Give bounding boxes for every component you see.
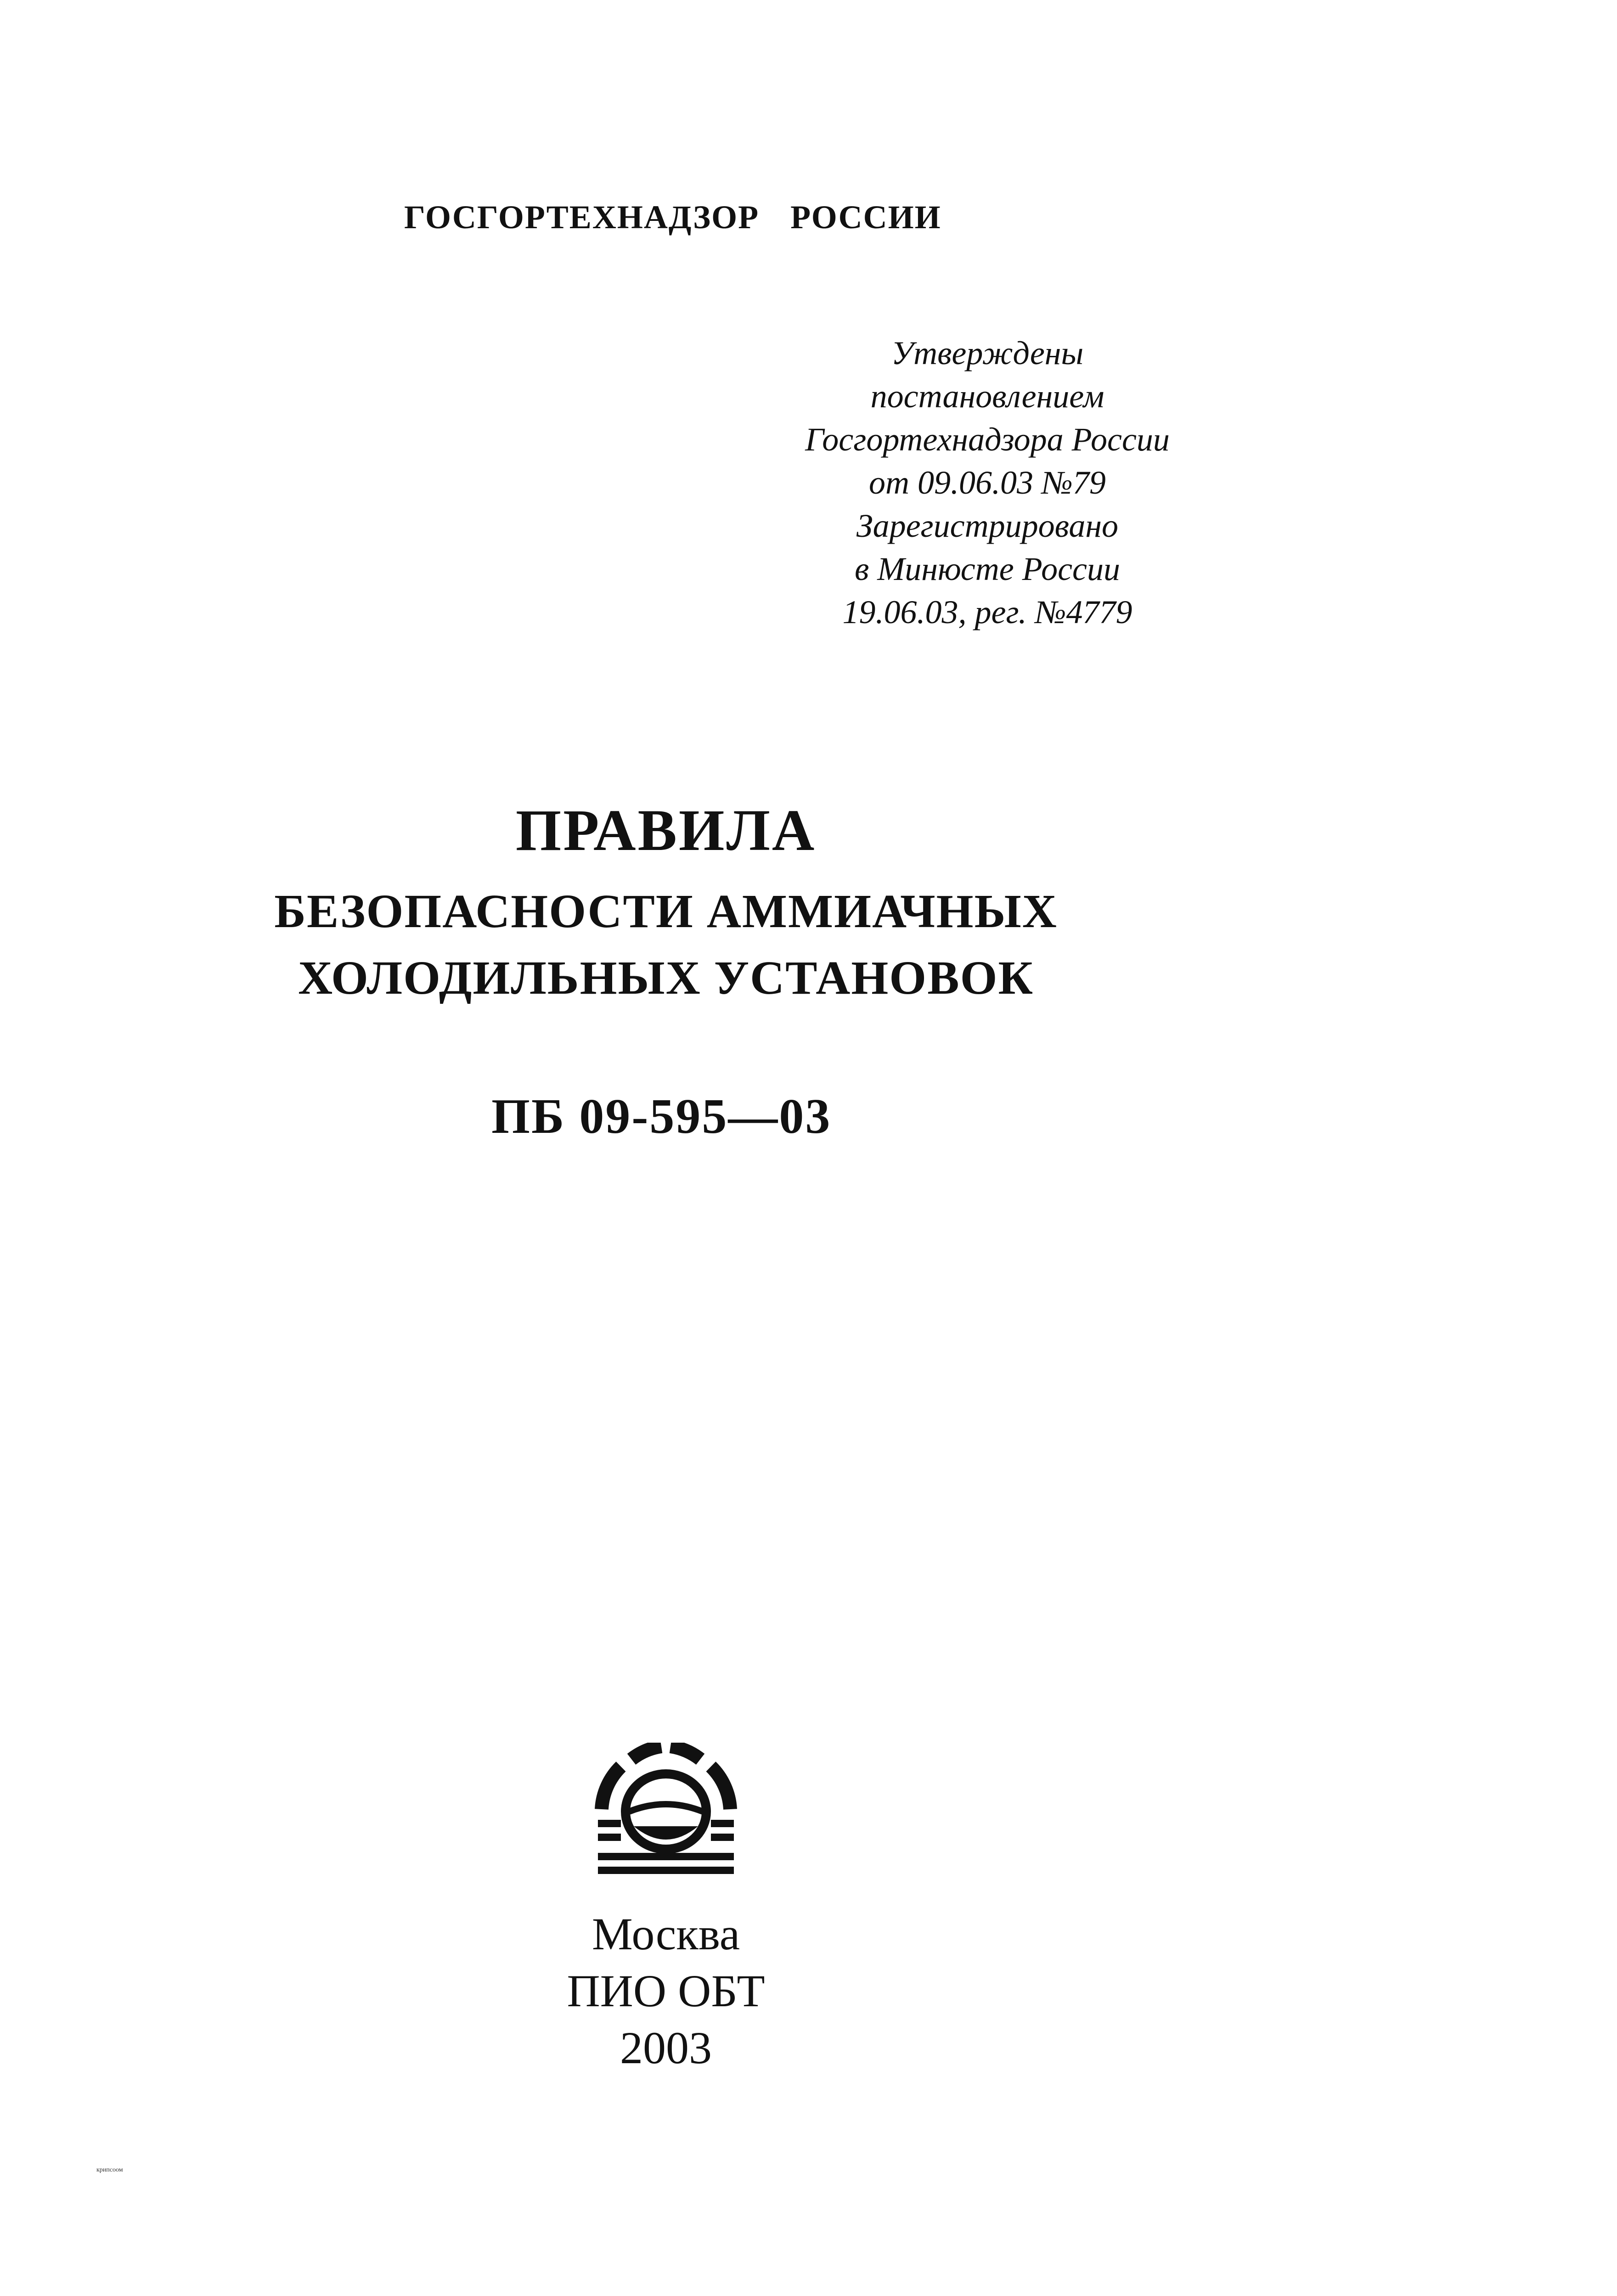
approval-block [758, 332, 1217, 634]
document-subtitle-line-2: ХОЛОДИЛЬНЫХ УСТАНОВОК [298, 951, 1034, 1004]
imprint-year: 2003 [620, 2022, 712, 2073]
imprint-block [0, 1906, 1332, 2077]
approval-line: 19.06.03, рег. №4779 [842, 594, 1132, 630]
approval-line: в Минюсте России [855, 551, 1120, 587]
footer-mark: крипсоом [96, 2167, 123, 2173]
document-code: ПБ 09-595—03 [491, 1089, 832, 1144]
document-title: ПРАВИЛА [515, 798, 817, 863]
approval-line: Зарегистрировано [856, 507, 1119, 544]
approval-line: постановлением [870, 378, 1104, 415]
agency-name: ГОСГОРТЕХНАДЗОР РОССИИ [404, 199, 941, 236]
imprint-city: Москва [592, 1908, 740, 1959]
approval-line: Госгортехнадзора России [805, 421, 1170, 458]
approval-line: от 09.06.03 №79 [869, 464, 1106, 501]
publisher-emblem-icon [588, 1743, 744, 1880]
document-subtitle-line-1: БЕЗОПАСНОСТИ АММИАЧНЫХ [274, 885, 1058, 938]
approval-line: Утверждены [891, 335, 1084, 371]
imprint-publisher: ПИО ОБТ [567, 1965, 765, 2016]
